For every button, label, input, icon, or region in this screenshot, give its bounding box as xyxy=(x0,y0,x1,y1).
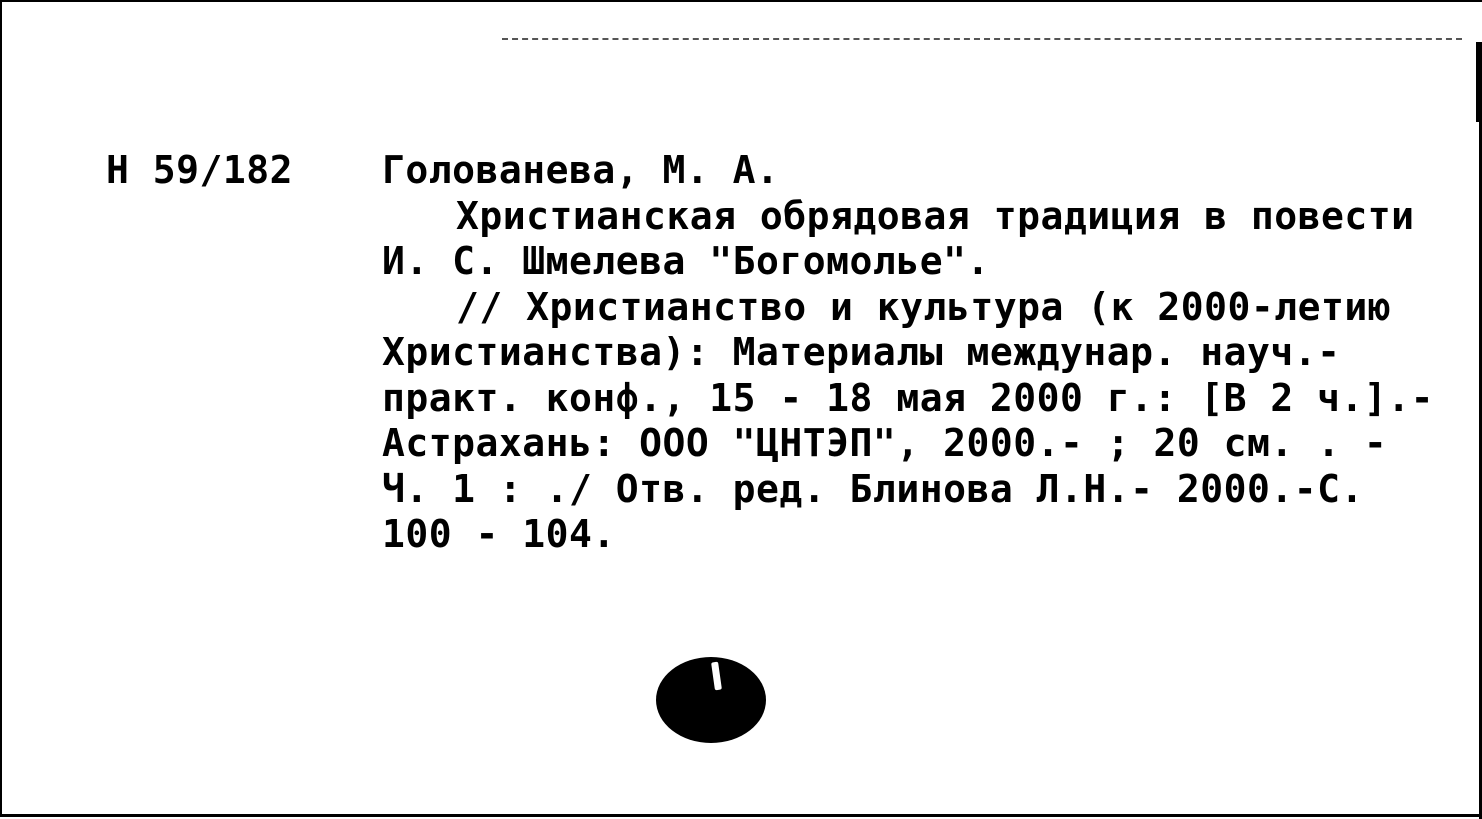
source-line-2: Христианства): Материалы междунар. науч.- xyxy=(382,330,1341,374)
source-line-1: // Христианство и культура (к 2000-летию xyxy=(456,284,1392,329)
source-line-3: практ. конф., 15 - 18 мая 2000 г.: [В 2 ч.].- xyxy=(382,375,1435,420)
part-line: Ч. 1 : ./ Отв. ред. Блинова Л.Н.- 2000.-С. xyxy=(382,466,1364,511)
shelfmark: Н 59/182 xyxy=(106,148,294,192)
publisher-line: Астрахань: ООО "ЦНТЭП", 2000.- ; 20 см. . - xyxy=(382,421,1388,465)
pages-line: 100 - 104. xyxy=(382,512,616,556)
card-right-edge-mark xyxy=(1476,42,1482,122)
author-line: Голованева, М. А. xyxy=(382,148,780,192)
card-punch-hole xyxy=(656,657,766,743)
bibliographic-entry xyxy=(382,148,1480,558)
title-line-2: И. С. Шмелева "Богомолье". xyxy=(382,239,990,283)
top-dashed-rule xyxy=(502,38,1462,40)
title-line-1: Христианская обрядовая традиция в повести xyxy=(456,193,1415,238)
